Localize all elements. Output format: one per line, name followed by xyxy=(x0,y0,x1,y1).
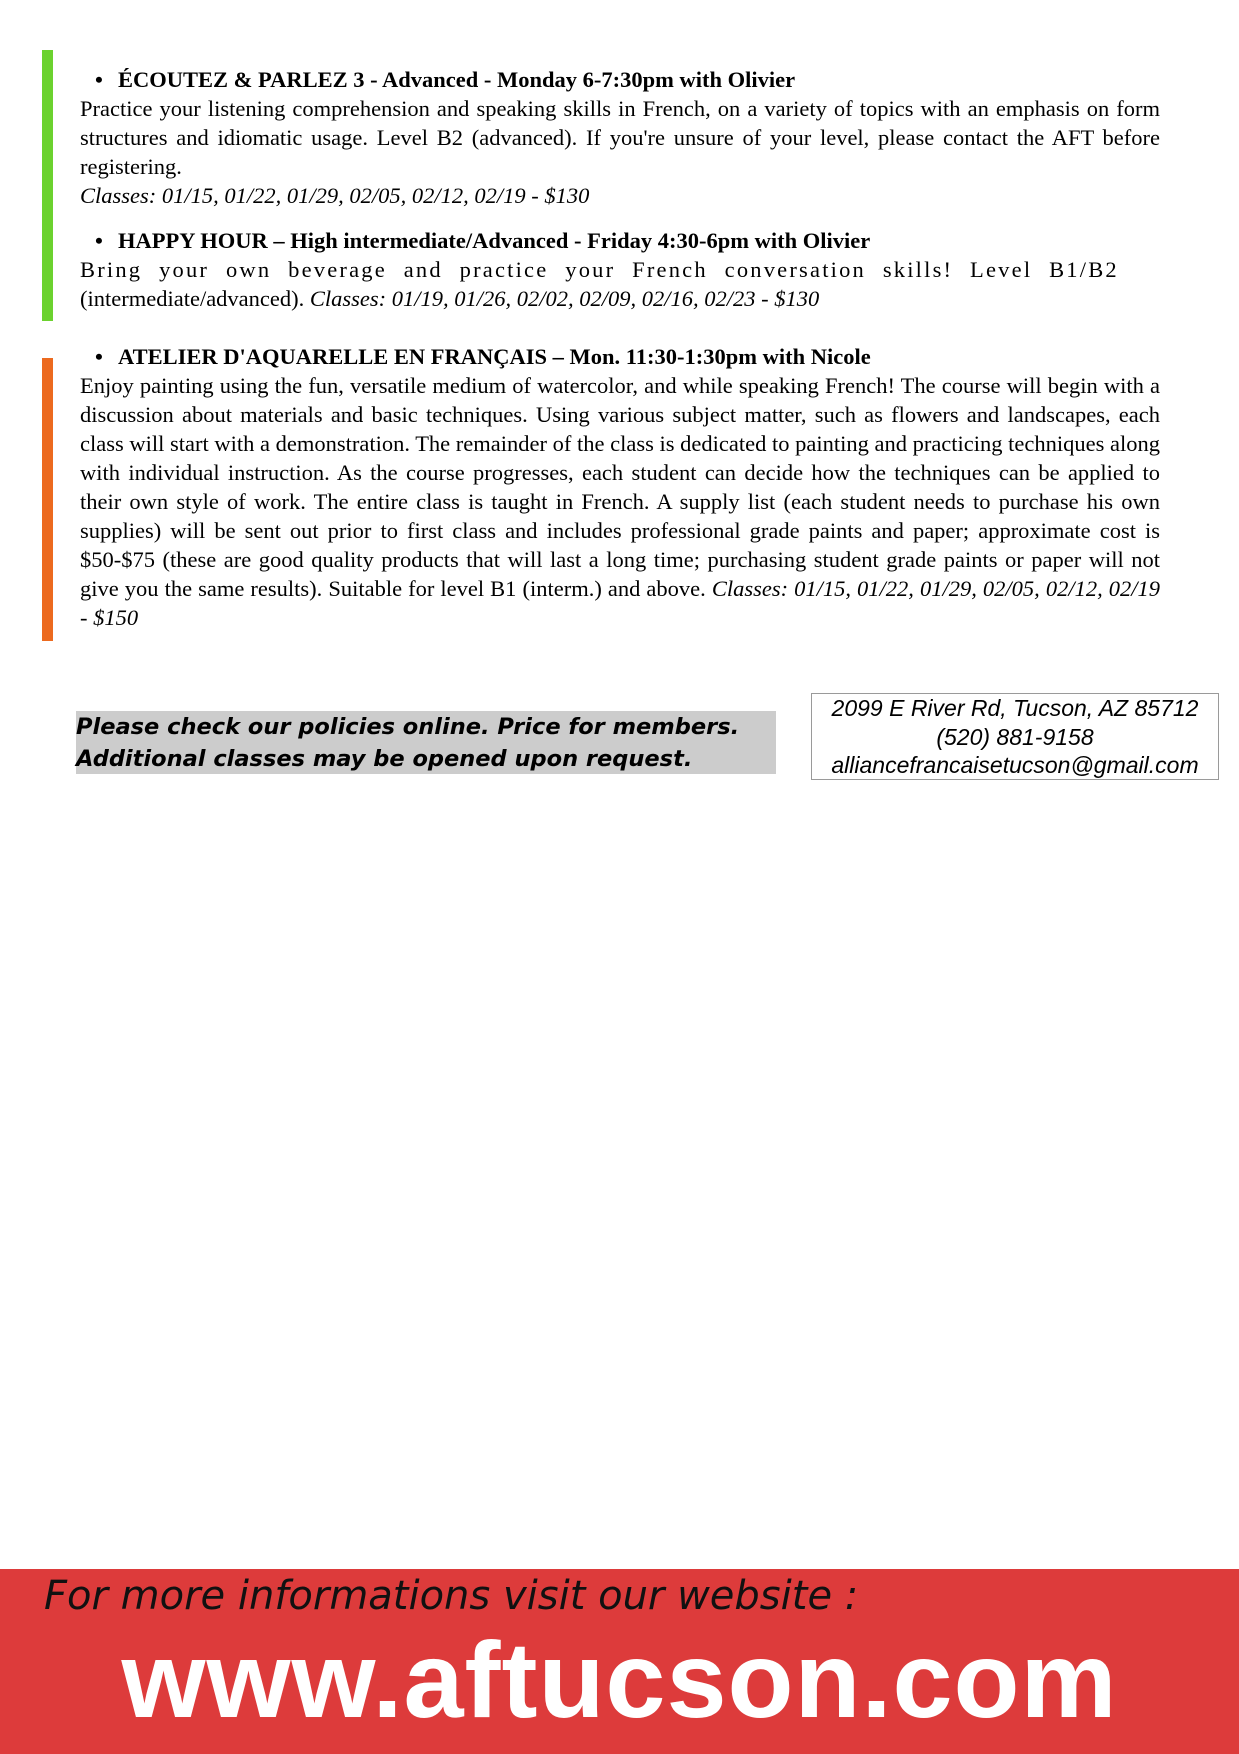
bullet-icon: • xyxy=(95,228,103,253)
course-description xyxy=(80,255,1160,313)
website-link[interactable]: www.aftucson.com xyxy=(121,1619,1118,1740)
course-dates: Classes: 01/15, 01/22, 01/29, 02/05, 02/12, 02/19 - $130 xyxy=(80,183,590,208)
course-title xyxy=(80,342,1160,371)
policy-line: Additional classes may be opened upon request. xyxy=(76,746,693,772)
course-description xyxy=(80,371,1160,632)
course-dates: Classes: 01/19, 01/26, 02/02, 02/09, 02/16, 02/23 - $130 xyxy=(309,286,820,311)
course-description-line: (intermediate/advanced). xyxy=(80,286,305,311)
contact-address: 2099 E River Rd, Tucson, AZ 85712 xyxy=(831,695,1199,721)
course-title xyxy=(80,226,1160,255)
course-description xyxy=(80,94,1160,210)
course-title-text: HAPPY HOUR – High intermediate/Advanced - Friday 4:30-6pm with Olivier xyxy=(118,228,871,253)
contact-box xyxy=(811,693,1219,780)
course-atelier-aquarelle xyxy=(80,342,1160,632)
bullet-icon: • xyxy=(95,344,103,369)
footer-banner xyxy=(0,1569,1239,1754)
course-description-line: Bring your own beverage and practice your French conversation skills! Level B1/B2 xyxy=(80,257,1119,282)
course-happy-hour xyxy=(80,226,1160,313)
section-accent-green xyxy=(42,50,53,321)
bullet-icon: • xyxy=(95,67,103,92)
policy-line: Please check our policies online. Price for members. xyxy=(76,714,740,740)
footer-info: For more informations visit our website : xyxy=(44,1573,859,1619)
course-title xyxy=(80,65,1160,94)
section-accent-orange xyxy=(42,358,53,641)
contact-phone: (520) 881-9158 xyxy=(936,723,1094,750)
policy-notice xyxy=(76,711,776,774)
course-title-text: ATELIER D'AQUARELLE EN FRANÇAIS – Mon. 11:30-1:30pm with Nicole xyxy=(118,344,871,369)
course-title-text: ÉCOUTEZ & PARLEZ 3 - Advanced - Monday 6-7:30pm with Olivier xyxy=(118,67,796,92)
course-description-text: Enjoy painting using the fun, versatile medium of watercolor, and while speaking French! The course will begin with a discussion about materials and basic techniques. Using various subject matter, such as flowers and landscapes, each class will start with a demonstration. The remainder of the class is dedicated to painting and practicing techniques along with individual instruction. As the course progresses, each student can decide how the techniques can be applied to their own style of work. The entire class is taught in French. A supply list (each student needs to purchase his own supplies) will be sent out prior to first class and includes professional grade paints and paper; approximate cost is $50-$75 (these are good quality products that will last a long time; purchasing student grade paints or paper will not give you the same results). Suitable for level B1 (interm.) and above. xyxy=(80,373,1160,601)
course-dates: Classes: 01/15, 01/22, 01/29, 02/05, 02/12, 02/19 - $150 xyxy=(80,576,1160,630)
course-ecoutez-parlez xyxy=(80,65,1160,210)
course-description-text: Practice your listening comprehension and speaking skills in French, on a variety of topics with an emphasis on form structures and idiomatic usage. Level B2 (advanced). If you're unsure of your level, please contact the AFT before registering. xyxy=(80,96,1160,179)
contact-email[interactable]: alliancefrancaisetucson@gmail.com xyxy=(831,752,1199,778)
